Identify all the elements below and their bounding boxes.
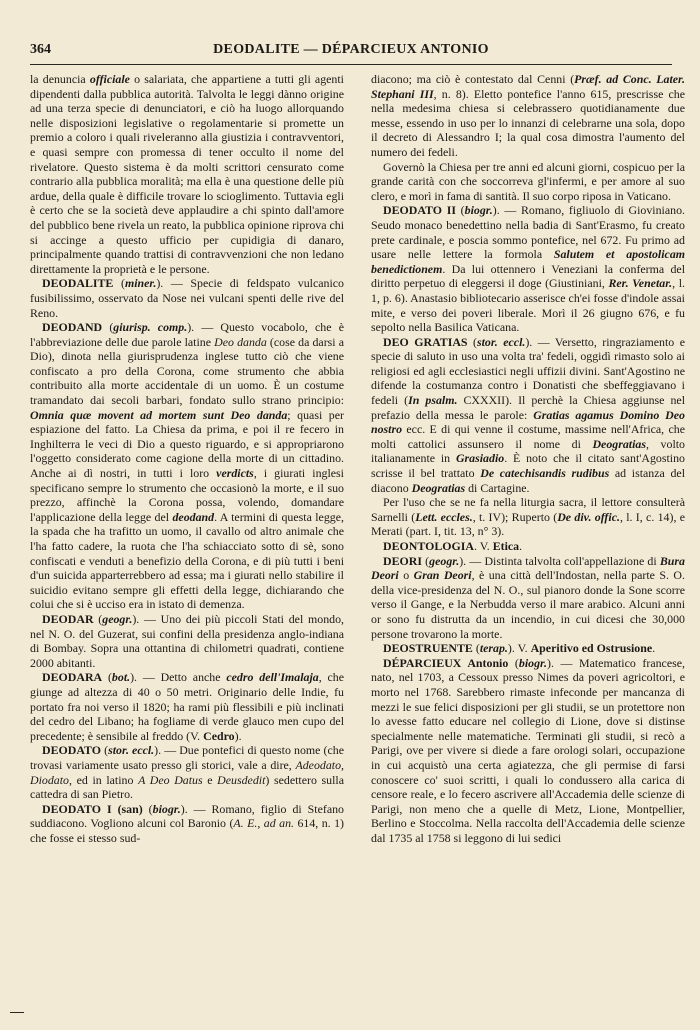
text-run: , l. I, c. 14), e Merati (part. I, tit. 13, n° 3). (371, 509, 685, 539)
page-number: 364 (30, 42, 51, 57)
text-run: diacono; ma ciò è contestato dal Cenni ( (371, 72, 575, 86)
text-run: ( (93, 611, 103, 626)
headword: DEODATO (42, 743, 102, 758)
text-run: ). — Uno dei più piccoli Stati del mondo, nel N. O. del Guzerat, sui confini della presidenza anglo-indiana di Bombay. Sopra una ottantina di chilometri quadrati, contiene 2000 abitanti. (30, 611, 344, 670)
paragraph (30, 276, 344, 320)
text-run: biogr. (518, 655, 547, 670)
text-run: giurisp. comp. (113, 320, 188, 335)
paragraph (30, 743, 344, 801)
text-run: Deogratias (411, 480, 466, 495)
text-run: , l. 1, p. 6). Anastasio bibliotecario asserisce ch'ei fosse d'indole assai mite, e verso dei poveri liberale. Morì il 26 giugno 676, e fu sepolto nella Basilica Vaticana. (371, 276, 685, 335)
text-run: Deusdedit (217, 772, 266, 787)
text-run: ( (142, 801, 153, 816)
text-run: biogr. (464, 203, 493, 218)
text-run: Governò la Chiesa per tre anni ed alcuni giorni, cospicuo per la grande carità con che soccorreva gl'infermi, e per amore al suo clero, e morì in fama di santità. Il suo corpo riposa in Vaticano. (371, 159, 685, 203)
text-run: , i giurati inglesi specificano sempre lo strumento che occasionò la morte, e il suo prezzo, affinchè la Corona possa, volendo, domandare l'applicazione della legge del (30, 466, 344, 524)
text-run: ). — Distinta talvolta coll'appellazione di (459, 553, 660, 568)
text-run: ). — Detto anche (130, 670, 227, 685)
text-run: ( (508, 655, 519, 670)
text-run: Deogratias (592, 436, 646, 451)
paragraph (371, 335, 685, 496)
paragraph (371, 495, 685, 539)
headword: DEOSTRUENTE (383, 641, 473, 656)
text-run: ). (234, 728, 242, 743)
text-run: officiale (89, 72, 130, 86)
text-run: . Da lui ottennero i Veneziani la conferma del diritto perpetuo di eleggersi il doge (Giustiniani, (371, 261, 685, 291)
headword: DEODAR (42, 611, 94, 626)
text-run: ). — Versetto, ringraziamento e specie di saluto in uso una volta tra' fedeli, oggidì rimasto solo ai religiosi ed agli ecclesiastici negli uffizii divini. Sant'Agostino ne difende la costumanza contro i Donatisti che sbeffeggiavano i fedeli ( (371, 334, 685, 408)
text-run: miner. (124, 276, 157, 291)
text-run: verdicts (216, 466, 254, 481)
running-header (30, 40, 672, 65)
text-run: De catechisandis rudibus (480, 466, 610, 481)
text-run: e (202, 772, 218, 787)
text-run: bot. (111, 670, 131, 685)
text-run: Per l'uso che se ne fa nella liturgia sacra, il lettore consulterà Sarnelli ( (371, 495, 685, 524)
headword: DÉPARCIEUX Antonio (383, 655, 509, 670)
paragraph (30, 670, 344, 743)
paragraph (371, 554, 685, 642)
text-run: di Cartagine. (465, 480, 530, 495)
text-run: In psalm. (408, 393, 458, 408)
text-run: deodand (172, 509, 215, 524)
text-run: ; quasi per espiazione del fatto. La Chiesa da prima, e poi il re fecero in Inghilterra le veci di Dio a questo riguardo, e si appropriarono l'oggetto considerato come cagione della morte di un cittadino. Anche ai dì nostri, in tutti i loro (30, 407, 344, 481)
text-run: Gratias agamus Domino Deo nostro (371, 407, 685, 437)
text-run: CXXXII). Il perchè la Chiesa aggiunse nel prefazio della messa le parole: (371, 393, 685, 422)
text-run: o salariata, che appartiene a tutti gli agenti dipendenti dalla pubblica autorità. Talvolta le leggi dànno origine ad una terza specie di denunciatori, e ciò ha luogo allorquando nelle disposizioni legislative o regolamentarie si promette un premio a coloro i quali riveleranno alla giustizia i contravventori, e quasi sempre con promessa di tener occulto il nome del rivelatore. Questo sistema è da molti scrittori censurato come contrario alla pubblica moralità; ma ella è una questione delle più ardue, della quale è difficile trovare lo scioglimento. Tuttavia egli è certo che se la società deve applaudire a chi spinto dall'amore del pubblico bene rivela un reato, la pubblica opinione riprova chi si accinge a questo ufficio per cupidigia di danaro, principalmente quando trattisi di contravvenzioni che non ledano direttamente la proprietà e le persone. (30, 72, 345, 276)
text-run: Salutem et apostolicam benedictionem (371, 247, 686, 276)
text-run: ad istanza del diacono (371, 466, 686, 495)
text-run: ) sedettero sulla cattedra di san Pietro. (30, 772, 344, 802)
text-run: Lett. eccles. (415, 509, 473, 524)
text-run: Rer. Venetar. (608, 276, 673, 291)
text-run: , che giunge ad altezza di 40 o 50 metri. Originario delle Indie, fu portato fra noi verso il 1820; ha rami più flessibili e più inclinati del cedro del Libano; ha fogliame di verde glauco men cupo del precedente; è sensibile al freddo (V. (30, 670, 345, 743)
paragraph (30, 72, 344, 276)
text-run: stor. eccl. (476, 334, 526, 349)
right-column (371, 72, 685, 845)
text-run: Præf. ad Conc. Later. Stephani III (371, 72, 685, 101)
text-run: 614, n. 1) che fosse ei stesso sud- (30, 816, 344, 845)
text-run: ( (101, 743, 109, 758)
text-run: Grasiadio (455, 451, 505, 466)
text-run: ( (102, 320, 114, 335)
text-run: , volto italianamente in (371, 436, 685, 466)
headword: Etica (492, 539, 520, 553)
text-run: Deo danda (214, 334, 267, 349)
text-run: A. E., ad an. (233, 816, 294, 831)
paragraph (30, 320, 344, 612)
text-run: , n. 8). Eletto pontefice l'anno 615, prescrisse che nella medesima chiesa si celebrassero quotidianamente due messe, essendo in uso per lo innanzi di celebrarne una sola, dopo il decreto di Alessandro I; la qual cosa dimostra l'aumento del numero dei fedeli. (371, 86, 685, 159)
text-run: biogr. (152, 801, 181, 816)
text-run: De div. offic. (557, 509, 620, 524)
paragraph (371, 539, 685, 554)
text-run: terap. (479, 641, 508, 656)
text-run: o (398, 568, 414, 583)
paragraph (371, 641, 685, 656)
text-run: ( (102, 670, 112, 685)
headword: Aperitivo ed Ostrusione (530, 641, 653, 656)
headword: DEONTOLOGIA (383, 539, 474, 553)
paragraph (371, 72, 685, 160)
text-run: . (652, 641, 656, 656)
text-run: , è una città dell'Indostan, nella parte S. O. della vice-presidenza del N. O., sul pianoro donde la Sone scorre verso il Gange, e la Nerbudda verso il mare arabico. Alcuni anni or sono fu distrutta da un incendio, in cui dicesi che 30,000 persone trovarono la morte. (371, 568, 685, 641)
headword: DEODATO II (383, 203, 456, 218)
paragraph (371, 656, 685, 846)
text-run: cedro dell'Imalaja (226, 670, 319, 685)
headword: DEORI (383, 553, 422, 568)
paragraph (371, 203, 685, 334)
running-title: DEODALITE — DÉPARCIEUX ANTONIO (213, 42, 489, 57)
margin-mark (10, 1012, 24, 1013)
text-run: geogr. (429, 553, 460, 568)
text-run: ). — Romano, figlio di Stefano suddiacono. Vogliono alcuni col Baronio ( (30, 801, 344, 831)
text-run: ( (472, 641, 480, 656)
headword: DEO GRATIAS (383, 334, 468, 349)
text-run: ( (455, 203, 465, 218)
text-run: Omnia quæ movent ad mortem sunt Deo danda (30, 407, 288, 422)
headword: DEODARA (42, 670, 103, 685)
left-column (30, 72, 344, 845)
text-run: ). — Questo vocabolo, che è l'abbreviazione delle due parole latine (30, 320, 344, 349)
headword: DEODATO I (san) (42, 801, 143, 816)
text-run: ( (421, 553, 430, 568)
headword: Cedro (203, 728, 235, 743)
text-run: . È noto che il citato sant'Agostino scrisse il bel trattato (371, 451, 685, 481)
text-run: ). — Specie di feldspato vulcanico fusibilissimo, osservato da Nose nei vulcani spenti delle rive del Reno. (30, 276, 344, 320)
text-run: A Deo Datus (138, 772, 203, 787)
text-run: geogr. (102, 611, 133, 626)
text-run: ( (113, 276, 125, 291)
text-run: ). — Due pontefici di questo nome (che trovasi variamente usato presso gli storici, vale a dire, (30, 743, 345, 772)
paragraph (30, 802, 344, 846)
text-run: stor. eccl. (108, 743, 155, 758)
text-run: ). — Matematico francese, nato, nel 1703, a Cessoux presso Nimes da poveri agricoltori, e morto nel 1768. Sarebbero rimaste infeconde per mancanza di mezzi le sue felici disposizioni per gli studii, se un protettore non lo avesse fatto educare nel collegio di Lione, dove si distinse specialmente nelle matematiche. Terminati gli studii, si recò a Parigi, ove per vivere si diede a fare orologi solari, occupazione in cui acquistò una certa agiatezza, che gli permise di farsi conoscere co' suoi scritti, i quali lo condussero alla carica di censore reale, e lo fecero ascrivere all'Accademia delle scienze di Parigi, non meno che a quelle di Metz, Lione, Montpellier, Berlino e Stoccolma. Nella raccolta dell'Accademia delle scienze dal 1735 al 1758 si leggono di lui sedici (371, 655, 685, 845)
paragraph (30, 612, 344, 670)
text-run: , ed in latino (68, 772, 139, 787)
text-run: ). — Romano, figliuolo di Gioviniano. Seudo monaco benedettino nella badia di Sant'Erasmo, fu creato prete cardinale, e poscia sommo pontefice, nel 672. Fu primo ad usare nelle lettere la formola (371, 203, 685, 262)
text-run: la denuncia (30, 72, 90, 86)
text-run: Adeodato, Diodato (30, 757, 344, 787)
text-run: . A termini di questa legge, la spada che ha trafitto un uomo, il cavallo od altro animale che l'ha fatto cadere, la ruota che l'ha schiacciato sotto di sè, sono confiscati e venduti a benefizio della Corona, e di più tutti i beni d'un suicida apparterrebbero ad essa; ma i giurati nello stabilire il suicidio evitano sempre gli effetti della legge, dichiarando che colui che si è ucciso era in istato di demenza. (30, 509, 344, 612)
text-run: ecc. E di qui venne il costume, massime nell'Africa, che molti cattolici assunsero il nome di (371, 422, 685, 451)
text-run: Gran Deori (413, 568, 472, 583)
text-run: ). V. (507, 641, 531, 656)
text-run: . V. (473, 539, 493, 553)
text-run: (cose da darsi a Dio), dinota nella giurisprudenza inglese tutto ciò che viene confiscato a pro della Corona, come strumento che abbia contribuito alla morte accidentale di un uomo. È un costume tramandato dai secoli barbari, fondato sullo strano principio: (30, 334, 345, 408)
paragraph (371, 160, 685, 204)
headword: DEODALITE (42, 276, 114, 291)
text-run: , t. IV); Ruperto ( (472, 509, 558, 524)
headword: DEODAND (42, 320, 103, 335)
text-run: ( (467, 334, 477, 349)
text-run: Bura Deori (371, 553, 685, 583)
text-run: . (519, 539, 523, 553)
